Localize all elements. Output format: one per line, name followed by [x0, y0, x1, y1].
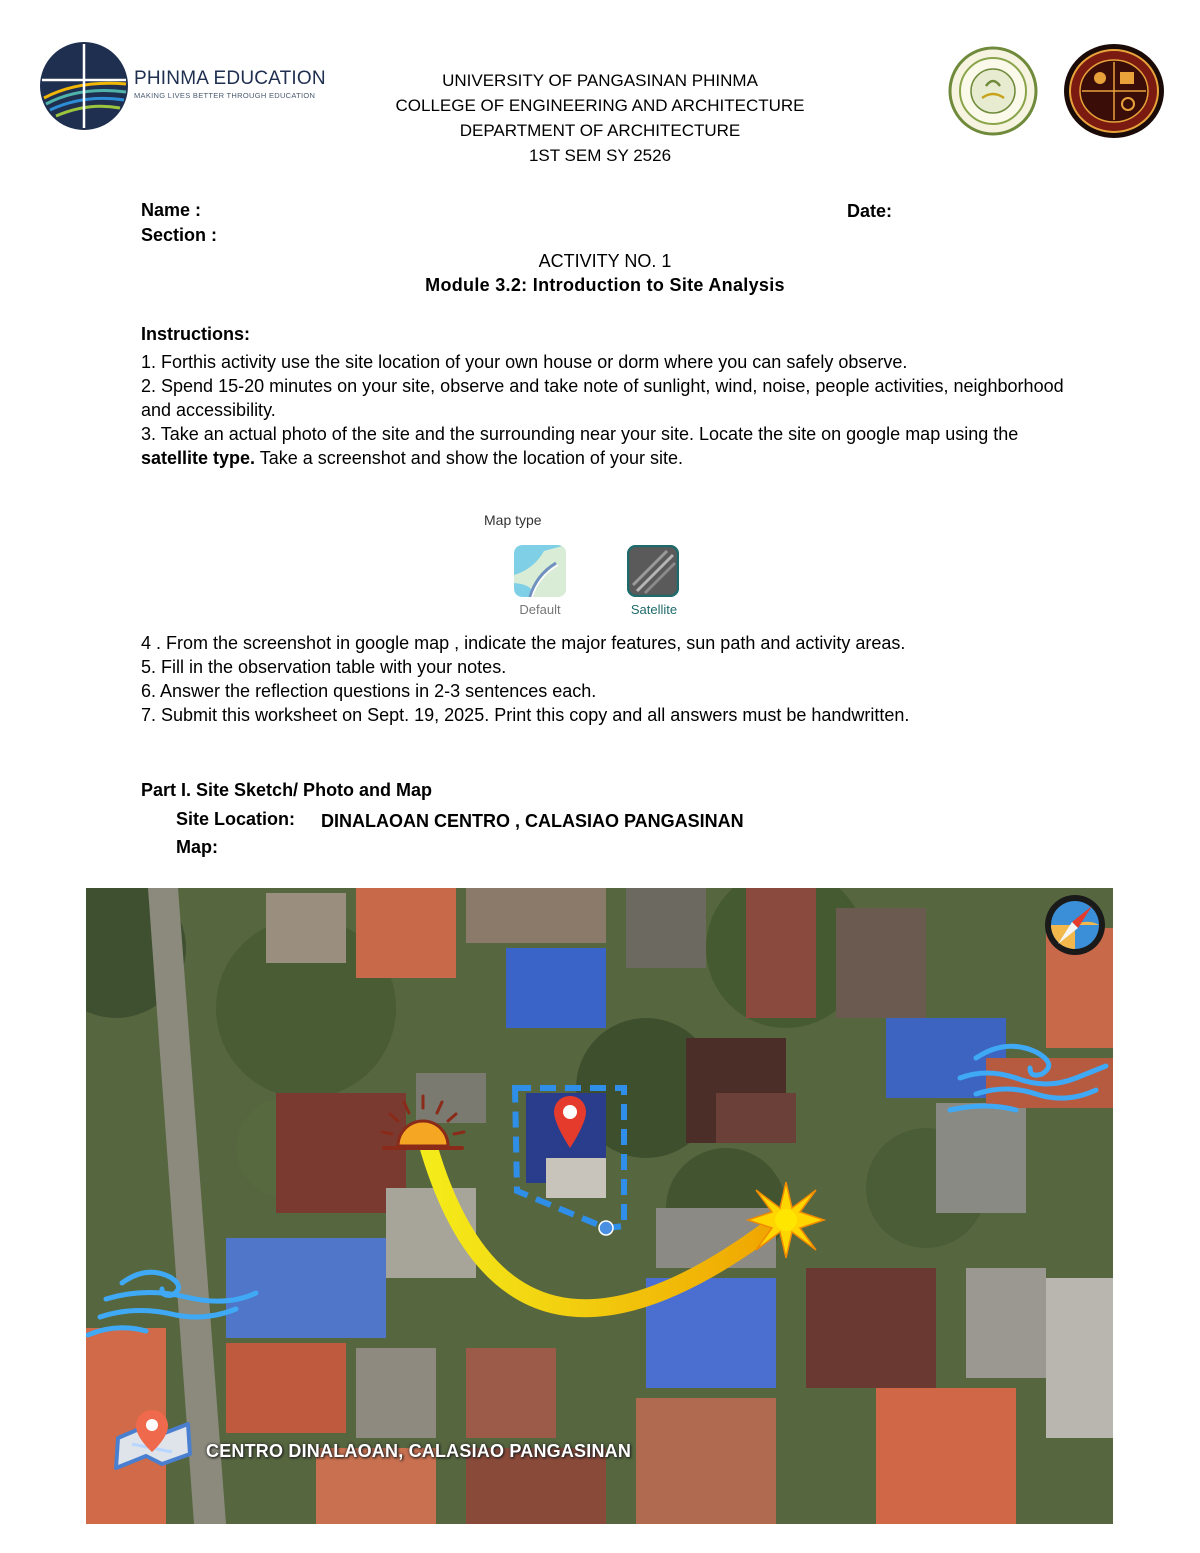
activity-title: ACTIVITY NO. 1 — [538, 251, 672, 271]
site-location-value: DINALAOAN CENTRO , CALASIAO PANGASINAN — [321, 811, 744, 831]
brand-name: PHINMA EDUCATION — [134, 68, 326, 89]
section-label: Section : — [141, 225, 218, 245]
default-label: Default — [519, 602, 561, 617]
date-label: Date: — [847, 201, 893, 221]
document-header — [300, 68, 900, 168]
map-type-title: Map type — [484, 512, 542, 528]
part1-heading: Part I. Site Sketch/ Photo and Map — [141, 780, 433, 800]
sunrise-icon — [376, 1088, 471, 1163]
instruction-step-7: 7. Submit this worksheet on Sept. 19, 2025. Print this copy and all answers must be handwritten. — [141, 705, 910, 725]
default-map-icon — [514, 545, 566, 597]
instruction-step-3-text-b: Take a screenshot and show the location of your site. — [255, 448, 683, 468]
map-label: Map: — [176, 837, 218, 857]
module-title: Module 3.2: Introduction to Site Analysis — [425, 275, 785, 295]
phinma-logo-icon — [38, 40, 130, 132]
instructions-heading: Instructions: — [141, 324, 251, 344]
college-seal-icon — [1062, 42, 1166, 140]
instruction-step-3-bold: satellite type. — [141, 448, 256, 468]
brand-tagline: MAKING LIVES BETTER THROUGH EDUCATION — [134, 91, 316, 100]
instruction-step-3-text-a: 3. Take an actual photo of the site and the surrounding near your site. Locate the site on google map using the — [141, 424, 1019, 444]
instruction-step-6: 6. Answer the reflection questions in 2-3 sentences each. — [141, 681, 597, 701]
wind-icon-left — [86, 1263, 261, 1353]
name-label: Name : — [141, 200, 202, 220]
sun-path-overlay — [86, 888, 1113, 1524]
satellite-map-icon — [627, 545, 679, 597]
instructions-block-1 — [141, 350, 1071, 470]
university-seal-icon — [948, 46, 1038, 136]
instruction-step-1: 1. Forthis activity use the site location of your own house or dorm where you can safely observe. — [141, 352, 908, 372]
university-name: UNIVERSITY OF PANGASINAN PHINMA — [442, 71, 758, 90]
department-name: DEPARTMENT OF ARCHITECTURE — [459, 121, 741, 140]
sun-icon — [746, 1180, 826, 1260]
sun-path-arc — [426, 1138, 776, 1308]
instruction-step-4: 4 . From the screenshot in google map , indicate the major features, sun path and activity areas. — [141, 633, 906, 653]
satellite-label: Satellite — [630, 602, 678, 617]
map-type-default-tile — [514, 545, 568, 599]
compass-icon — [1042, 892, 1108, 958]
satellite-map — [86, 888, 1113, 1524]
instruction-step-5: 5. Fill in the observation table with your notes. — [141, 657, 507, 677]
instruction-step-2: 2. Spend 15-20 minutes on your site, observe and take note of sunlight, wind, noise, people activities, neighborhood and accessibility. — [141, 376, 1064, 420]
college-name: COLLEGE OF ENGINEERING AND ARCHITECTURE — [395, 96, 805, 115]
map-caption: CENTRO DINALAOAN, CALASIAO PANGASINAN — [206, 1441, 632, 1461]
site-location-label: Site Location: — [176, 809, 296, 829]
instructions-block-2 — [141, 631, 1071, 727]
semester: 1ST SEM SY 2526 — [528, 146, 672, 165]
location-pin-icon — [552, 1094, 588, 1150]
map-location-icon — [112, 1408, 194, 1472]
map-type-satellite-tile — [627, 545, 681, 599]
wind-icon-right — [946, 1038, 1111, 1128]
instruction-step-3 — [141, 422, 1071, 470]
